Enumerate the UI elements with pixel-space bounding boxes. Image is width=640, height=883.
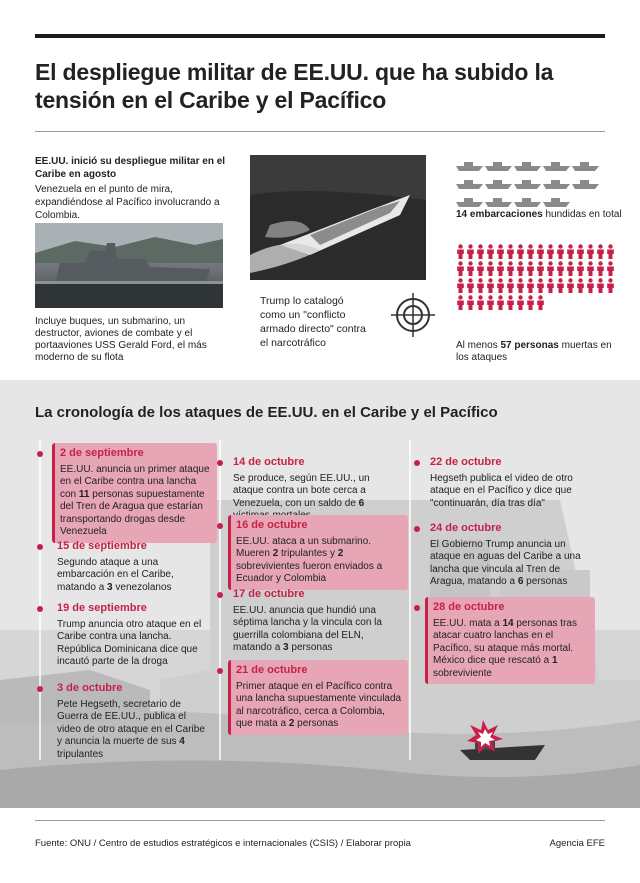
person-icon [476,261,485,276]
person-icon [596,244,605,259]
event-date: 21 de octubre [236,664,308,676]
person-icon [576,244,585,259]
boat-attack-photo [250,155,426,280]
timeline-title: La cronología de los ataques de EE.UU. en el Caribe y el Pacífico [35,404,498,421]
event-text: Segundo ataque a una embarcación en el Caribe, matando a 3 venezolanos [57,556,174,593]
person-icon [566,261,575,276]
person-icon [486,295,495,310]
event-text: Primer ataque en el Pacífico contra una lancha supuestamente vinculada al narcotráfico, cerca a Colombia, que mata a 2 personas [236,680,402,729]
crosshair-icon [388,290,438,345]
timeline-event [52,536,217,598]
person-icon [476,244,485,259]
person-icon [526,261,535,276]
boats-sunk-label [456,208,626,221]
event-text: El Gobierno Trump anuncia un ataque en aguas del Caribe a una lancha que vincula al Tren de Aragua, matando a 6 personas [430,538,581,587]
person-icon [546,261,555,276]
person-icon [466,244,475,259]
person-icon [566,278,575,293]
timeline-dot [414,605,420,611]
event-text: Pete Hegseth, secretario de Guerra de EE.UU., publica el video de otro ataque en el Caribe y anuncia la muerte de sus 4 tripulantes [57,698,205,760]
footer-credit: Agencia EFE [549,838,605,849]
timeline-event [425,597,595,684]
person-icon [586,244,595,259]
person-icon [506,261,515,276]
timeline-dot [217,668,223,674]
person-icon [476,278,485,293]
boat-icon [572,176,599,186]
event-date: 28 de octubre [433,601,505,613]
event-date: 14 de octubre [233,456,305,468]
person-icon [456,295,465,310]
person-icon [526,278,535,293]
person-icon [606,261,615,276]
person-icon [536,244,545,259]
event-text: Hegseth publica el video de otro ataque en el Pacífico y dice que "continuarán, día tras día" [430,472,573,509]
person-icon [536,278,545,293]
event-text: EE.UU. anuncia que hundió una séptima lancha y la vincula con la guerrilla colombiana del ELN, matando a 3 personas [233,604,382,653]
person-icon [486,244,495,259]
person-icon [576,278,585,293]
event-date: 16 de octubre [236,519,308,531]
event-text: Se produce, según EE.UU., un ataque contra un bote cerca a Venezuela, con un saldo de 6 [233,472,370,509]
deployment-text: Venezuela en el punto de mira, expandiéndose al Pacífico involucrando a Colombia. [35,184,220,221]
timeline-event [228,660,408,735]
timeline-event [228,584,408,659]
person-icon [516,278,525,293]
person-icon [556,261,565,276]
person-icon [596,278,605,293]
person-icon [456,278,465,293]
person-icon [496,278,505,293]
boats-sunk-number: 14 embarcaciones [456,209,543,220]
deployment-heading: EE.UU. inició su despliegue militar en el Caribe en agosto [35,156,226,180]
event-text: EE.UU. ataca a un submarino. Mueren 2 tripulantes y 2 sobrevivientes fueron enviados a Ecuador y Colombia [236,535,383,584]
boat-icon [543,158,570,168]
timeline-dot [414,526,420,532]
footer-source: Fuente: ONU / Centro de estudios estratégicos e internacionales (CSIS) / Elaborar propia [35,838,411,849]
person-icon [506,295,515,310]
person-icon [536,261,545,276]
person-icon [506,278,515,293]
person-icon [466,278,475,293]
timeline-event [425,452,595,514]
boat-icon [514,176,541,186]
timeline-event [52,443,217,543]
person-icon [536,295,545,310]
person-icon [606,244,615,259]
person-icon [586,261,595,276]
deaths-suffix: muertas en los ataques [456,340,612,363]
person-icon [546,244,555,259]
person-icon [466,261,475,276]
event-date: 19 de septiembre [57,602,147,614]
person-icon [586,278,595,293]
person-icon [496,244,505,259]
boat-icon [514,194,541,204]
boat-icon [485,158,512,168]
top-rule [35,34,605,38]
person-icon [526,295,535,310]
timeline-dot [37,686,43,692]
event-date: 22 de octubre [430,456,502,468]
boat-icon [456,194,483,204]
person-icon [496,261,505,276]
boat-icon [543,194,570,204]
title-divider [35,131,605,132]
person-icon [566,244,575,259]
person-icon [486,261,495,276]
person-icon [486,278,495,293]
boat-icon [485,176,512,186]
event-date: 2 de septiembre [60,447,144,459]
deployment-caption: Incluye buques, un submarino, un destructor, aviones de combate y el portaaviones USS Gerald Ford, el más moderno de su flota [35,316,207,363]
timeline-dot [217,460,223,466]
timeline-event [52,598,217,673]
boat-icon [456,158,483,168]
person-icon [456,261,465,276]
boat-icon [543,176,570,186]
person-icon [576,261,585,276]
person-icon [516,244,525,259]
boat-icon [485,194,512,204]
person-icon [556,244,565,259]
event-date: 24 de octubre [430,522,502,534]
deaths-prefix: Al menos [456,340,501,351]
timeline-dot [37,451,43,457]
person-icon [596,261,605,276]
person-icon [456,244,465,259]
deaths-label [456,340,616,364]
person-icon [496,295,505,310]
timeline-dot [414,460,420,466]
boat-icon [456,176,483,186]
sunk-boats-icons [456,158,616,212]
timeline-event [228,515,408,590]
timeline-event [52,678,217,765]
event-date: 15 de septiembre [57,540,147,552]
timeline-dot [217,523,223,529]
attack-boat-icon [455,715,555,770]
page-title: El despliegue militar de EE.UU. que ha subido la tensión en el Caribe y el Pacífico [35,59,554,113]
timeline-event [425,518,595,593]
timeline-dot [37,606,43,612]
person-icon [546,278,555,293]
boat-icon [514,158,541,168]
person-icon [516,295,525,310]
boats-sunk-rest: hundidas en total [542,209,622,220]
timeline-dot [37,544,43,550]
person-icon [526,244,535,259]
trump-caption: Trump lo catalogó como un "conflicto armado directo" contra el narcotráfico [255,292,375,350]
event-text: Trump anuncia otro ataque en el Caribe contra una lancha. República Dominicana dice que incautó parte de la droga [57,618,202,667]
event-date: 17 de octubre [233,588,305,600]
person-icon [476,295,485,310]
deaths-people-icons [456,244,616,312]
event-text: EE.UU. mata a 14 personas tras atacar cuatro lanchas en el Pacífico, su ataque más mortal. México dice que rescató a 1 sobreviviente [433,617,577,679]
person-icon [506,244,515,259]
person-icon [606,278,615,293]
deaths-number: 57 personas [500,340,559,351]
event-text: EE.UU. anuncia un primer ataque en el Caribe contra una lancha con 11 personas supuestamente del Tren de Aragua que estarían transportando drogas desde Venezuela [60,463,210,537]
footer-divider [35,820,605,821]
event-date: 3 de octubre [57,682,123,694]
person-icon [466,295,475,310]
person-icon [516,261,525,276]
warship-photo [35,223,223,308]
timeline-dot [217,592,223,598]
boat-icon [572,158,599,168]
person-icon [556,278,565,293]
